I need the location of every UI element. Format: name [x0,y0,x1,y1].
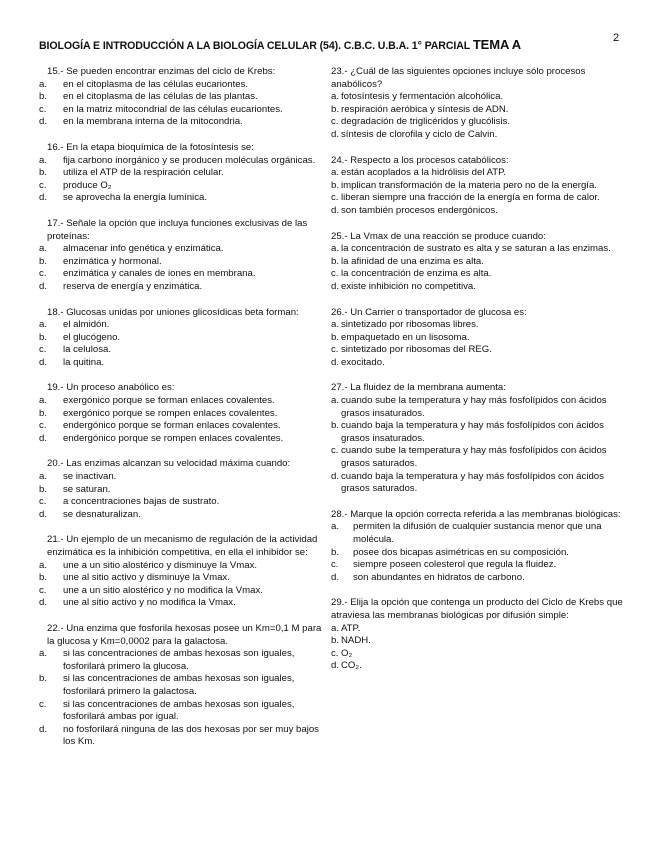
question-stem: 24.- Respecto a los procesos catabólicos: [331,154,509,166]
option-letter: a. [331,521,340,533]
answer-option [331,129,627,142]
option-letter: d. [331,660,340,672]
answer-option [331,268,627,281]
option-letter: c. [331,647,339,659]
option-letter: b. [331,546,340,558]
option-text: permiten la difusión de cualquier sustancia menor que una molécula. [353,521,602,545]
answer-option [331,192,627,205]
option-letter: b. [331,179,340,191]
question-stem: 26.- Un Carrier o transportador de glucosa es: [331,306,527,318]
answer-option [331,319,627,332]
option-text: están acoplados a la hidrólisis del ATP. [341,167,506,179]
answer-option [331,243,627,256]
question-block [39,534,327,610]
answer-option [39,395,327,408]
option-text: NADH. [341,635,371,647]
option-text: une a un sitio alostérico y no modifica la Vmax. [63,584,263,596]
question-block [331,307,627,370]
question-stem: 15.- Se pueden encontrar enzimas del ciclo de Krebs: [47,66,276,77]
question-block [331,382,627,495]
option-letter: b. [331,331,340,343]
option-text: el glucógeno. [63,331,121,343]
option-letter: b. [39,91,48,103]
option-text: fotosíntesis y fermentación alcohólica. [341,91,504,103]
option-text: exergónico porque se forman enlaces covalentes. [63,395,275,407]
answer-option [39,256,327,269]
option-letter: a. [39,471,48,483]
answer-option [331,116,627,129]
option-text: sintetizado por ribosomas del REG. [341,344,492,356]
answer-option [39,155,327,168]
question-block [39,307,327,370]
answer-option [331,635,627,648]
option-text: implican transformación de la materia pero no de la energía. [341,179,597,191]
answer-option [39,560,327,573]
option-text: empaquetado en un lisosoma. [341,331,470,343]
option-letter: a. [39,243,48,255]
answer-option [39,408,327,421]
option-letter: c. [39,420,47,432]
option-letter: a. [331,167,340,179]
question-stem: 18.- Glucosas unidas por uniones glicosídicas beta forman: [47,306,299,318]
option-letter: a. [39,395,48,407]
question-block [39,66,327,129]
option-letter: d. [39,116,48,128]
option-letter: b. [39,483,48,495]
option-letter: c. [39,179,47,191]
option-letter: b. [331,255,340,267]
option-letter: a. [39,648,48,660]
option-letter: a. [39,319,48,331]
option-letter: a. [331,319,340,331]
exam-header [39,37,629,52]
option-text: a concentraciones bajas de sustrato. [63,496,220,508]
option-text: la celulosa. [63,344,111,356]
option-text: en la membrana interna de la mitocondria. [63,116,243,128]
option-text: son abundantes en hidratos de carbono. [353,571,525,583]
option-letter: a. [331,622,340,634]
option-letter: b. [39,331,48,343]
option-letter: a. [39,154,48,166]
option-text: posee dos bicapas asimétricas en su composición. [353,546,569,558]
answer-option [331,660,627,673]
option-letter: b. [39,407,48,419]
answer-option [39,268,327,281]
answer-option [331,205,627,218]
option-text: existe inhibición no competitiva. [341,280,476,292]
option-letter: a. [331,395,340,407]
option-text: cuando sube la temperatura y hay más fosfolípidos con ácidos grasos saturados. [341,445,607,470]
option-text: fija carbono inorgánico y se producen moléculas orgánicas. [63,154,316,166]
question-stem: 21.- Un ejemplo de un mecanismo de regulación de la actividad enzimática es la inhibición competitiva, en ella el inhibidor se: [47,534,318,558]
option-letter: d. [331,204,340,216]
option-text: enzimática y hormonal. [63,255,162,267]
option-letter: d. [331,280,340,292]
answer-option [39,572,327,585]
question-stem: 27.- La fluidez de la membrana aumenta: [331,382,506,394]
option-text: se inactivan. [63,471,117,483]
option-letter: c. [39,584,47,596]
option-text: son también procesos endergónicos. [341,204,498,216]
question-stem: 25.- La Vmax de una reacción se produce cuando: [331,230,546,242]
option-letter: d. [39,597,48,609]
answer-option [39,471,327,484]
option-letter: c. [331,268,339,280]
answer-option [331,521,627,546]
option-text: cuando baja la temperatura y hay más fosfolípidos con ácidos grasos insaturados. [341,420,604,444]
answer-option [331,648,627,661]
option-text: si las concentraciones de ambas hexosas son iguales, fosforilará primero la glucosa. [63,648,295,672]
option-letter: b. [39,255,48,267]
option-text: en la matriz mitocondrial de las células eucariontes. [63,103,283,115]
option-letter: b. [331,103,340,115]
answer-option [39,597,327,610]
answer-option [39,243,327,256]
answer-option [331,395,627,420]
question-block [39,218,327,294]
answer-option [331,167,627,180]
option-letter: d. [39,508,48,520]
question-stem: 20.- Las enzimas alcanzan su velocidad máxima cuando: [47,458,291,470]
answer-option [331,281,627,294]
answer-option [39,319,327,332]
option-text: sintetizado por ribosomas libres. [341,319,479,331]
option-letter: c. [331,445,339,457]
answer-option [39,648,327,673]
option-letter: c. [331,344,339,356]
answer-option [331,623,627,636]
option-letter: a. [39,559,48,571]
option-text: endergónico porque se forman enlaces covalentes. [63,420,281,432]
option-text: une al sitio activo y no modifica la Vmax. [63,597,236,609]
option-text: la afinidad de una enzima es alta. [341,255,484,267]
question-block [331,155,627,218]
exam-tema: TEMA A [472,37,522,52]
option-letter: c. [39,344,47,356]
question-stem: 29.- Elija la opción que contenga un producto del Ciclo de Krebs que atraviesa las membranas biológicas por difusión simple: [331,597,623,621]
option-letter: d. [39,723,48,735]
option-letter: d. [39,192,48,204]
option-text: se desnaturalizan. [63,508,141,520]
option-text: exocitado. [341,356,385,368]
option-letter: a. [331,243,340,255]
answer-option [39,496,327,509]
answer-option [331,104,627,117]
option-text: une al sitio activo y disminuye la Vmax. [63,572,230,584]
question-stem: 23.- ¿Cuál de las siguientes opciones incluye sólo procesos anabólicos? [331,66,586,90]
question-block [331,231,627,294]
option-text: reserva de energía y enzimática. [63,280,203,292]
answer-option [39,673,327,698]
option-text: se aprovecha la energía lumínica. [63,192,207,204]
option-text: ATP. [341,622,361,634]
option-text: une a un sitio alostérico y disminuye la Vmax. [63,559,258,571]
question-block [331,66,627,142]
answer-option [331,559,627,572]
answer-option [331,445,627,470]
answer-option [39,192,327,205]
option-letter: d. [331,128,340,140]
answer-option [331,180,627,193]
option-letter: d. [39,280,48,292]
question-block [39,458,327,521]
question-block [331,597,627,673]
option-letter: b. [39,167,48,179]
answer-option [39,167,327,180]
right-column [331,66,627,686]
option-text: la concentración de sustrato es alta y se saturan a las enzimas. [341,243,611,255]
option-text: O₂ [341,647,353,659]
option-text: se saturan. [63,483,111,495]
option-letter: c. [331,116,339,128]
option-text: cuando baja la temperatura y hay más fosfolípidos con ácidos grasos saturados. [341,470,604,495]
answer-option [331,420,627,445]
option-text: cuando sube la temperatura y hay más fosfolípidos con ácidos grasos insaturados. [341,395,607,419]
answer-option [331,256,627,269]
option-text: liberan siempre una fracción de la energía en forma de calor. [341,192,600,204]
answer-option [39,344,327,357]
option-letter: b. [39,673,48,685]
answer-option [331,547,627,560]
question-stem: 28.- Marque la opción correcta referida a las membranas biológicas: [331,508,621,520]
answer-option [39,585,327,598]
option-text: CO₂. [341,660,362,672]
option-letter: b. [39,572,48,584]
option-letter: a. [331,91,340,103]
answer-option [39,509,327,522]
question-block [39,382,327,445]
option-text: en el citoplasma de las células de las plantas. [63,91,258,103]
question-stem: 22.- Una enzima que fosforila hexosas posee un Km=0,1 M para la glucosa y Km=0,0002 para la galactosa. [47,622,322,647]
answer-option [39,724,327,749]
exam-title: BIOLOGÍA E INTRODUCCIÓN A LA BIOLOGÍA CELULAR (54). C.B.C. U.B.A. 1° PARCIAL [39,40,473,52]
option-text: no fosforilará ninguna de las dos hexosas por ser muy bajos los Km. [63,723,319,748]
page-number: 2 [613,32,620,44]
option-letter: c. [331,559,339,571]
answer-option [331,91,627,104]
answer-option [39,357,327,370]
option-text: si las concentraciones de ambas hexosas son iguales, fosforilará primero la galactosa. [63,673,295,697]
option-letter: b. [331,420,340,432]
option-text: la quitina. [63,356,105,368]
question-stem: 17.- Señale la opción que incluya funciones exclusivas de las proteínas: [47,217,308,242]
option-letter: c. [331,192,339,204]
question-stem: 16.- En la etapa bioquímica de la fotosíntesis se: [47,141,254,153]
option-text: exergónico porque se rompen enlaces covalentes. [63,407,278,419]
question-block [39,142,327,205]
answer-option [331,572,627,585]
answer-option [39,433,327,446]
answer-option [331,471,627,496]
answer-option [39,116,327,129]
answer-option [39,281,327,294]
option-letter: a. [39,78,48,90]
option-letter: d. [331,470,340,482]
option-text: síntesis de clorofila y ciclo de Calvin. [341,128,498,140]
option-text: el almidón. [63,319,110,331]
answer-option [39,332,327,345]
option-text: la concentración de enzima es alta. [341,268,492,280]
option-text: degradación de triglicéridos y glucólisis. [341,116,511,128]
option-letter: d. [331,356,340,368]
option-letter: d. [331,571,340,583]
answer-option [39,79,327,92]
option-letter: c. [39,698,47,710]
question-stem: 19.- Un proceso anabólico es: [47,382,175,394]
option-letter: d. [39,356,48,368]
option-text: utiliza el ATP de la respiración celular. [63,167,224,179]
question-block [331,509,627,585]
answer-option [331,344,627,357]
option-text: endergónico porque se rompen enlaces covalentes. [63,432,284,444]
answer-option [39,91,327,104]
answer-option [39,104,327,117]
answer-option [39,420,327,433]
option-text: almacenar info genética y enzimática. [63,243,224,255]
option-text: siempre poseen colesterol que regula la fluidez. [353,559,557,571]
answer-option [331,357,627,370]
answer-option [39,484,327,497]
option-letter: c. [39,496,47,508]
left-column [39,66,327,762]
option-text: respiración aeróbica y síntesis de ADN. [341,103,509,115]
option-letter: c. [39,268,47,280]
answer-option [331,332,627,345]
answer-option [39,699,327,724]
answer-option [39,180,327,193]
option-letter: b. [331,635,340,647]
option-letter: c. [39,103,47,115]
option-text: en el citoplasma de las células eucariontes. [63,78,249,90]
option-text: enzimática y canales de iones en membrana. [63,268,256,280]
option-text: produce O₂ [63,179,112,191]
question-block [39,623,327,749]
option-letter: d. [39,432,48,444]
option-text: si las concentraciones de ambas hexosas son iguales, fosforilará ambas por igual. [63,698,295,723]
